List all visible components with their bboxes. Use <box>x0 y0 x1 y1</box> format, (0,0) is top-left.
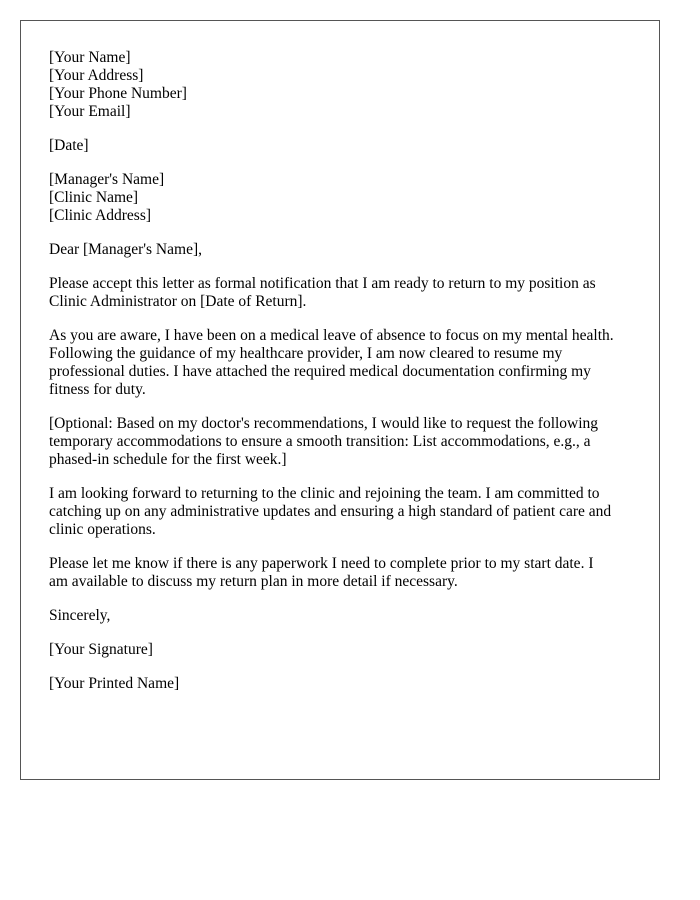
recipient-clinic-name: [Clinic Name] <box>49 189 139 206</box>
date-block <box>49 137 641 155</box>
sender-phone: [Your Phone Number] <box>49 85 187 102</box>
body-paragraph-4 <box>49 485 641 539</box>
closing <box>49 607 641 625</box>
closing-text: Sincerely, <box>49 607 111 624</box>
body-line: catching up on any administrative updates and ensuring a high standard of patient care and <box>49 503 612 520</box>
body-line: fitness for duty. <box>49 381 146 398</box>
body-line: temporary accommodations to ensure a smooth transition: List accommodations, e.g., a <box>49 433 591 450</box>
body-line: Please let me know if there is any paperwork I need to complete prior to my start date. I <box>49 555 594 572</box>
body-line: phased-in schedule for the first week.] <box>49 451 287 468</box>
body-line: As you are aware, I have been on a medical leave of absence to focus on my mental health. <box>49 327 614 344</box>
recipient-block <box>49 171 641 225</box>
body-paragraph-2 <box>49 327 641 399</box>
sender-address: [Your Address] <box>49 67 144 84</box>
letter-page <box>20 20 660 780</box>
recipient-clinic-address: [Clinic Address] <box>49 207 152 224</box>
body-paragraph-1 <box>49 275 641 311</box>
body-paragraph-5 <box>49 555 641 591</box>
body-line: clinic operations. <box>49 521 156 538</box>
body-line: professional duties. I have attached the required medical documentation confirming my <box>49 363 591 380</box>
body-line: Please accept this letter as formal notification that I am ready to return to my position as <box>49 275 596 292</box>
letter-date: [Date] <box>49 137 89 154</box>
sender-email: [Your Email] <box>49 103 131 120</box>
printed-name-text: [Your Printed Name] <box>49 675 180 692</box>
salutation <box>49 241 641 259</box>
signature <box>49 641 641 659</box>
body-line: [Optional: Based on my doctor's recommendations, I would like to request the following <box>49 415 599 432</box>
recipient-manager-name: [Manager's Name] <box>49 171 165 188</box>
printed-name <box>49 675 641 693</box>
body-line: I am looking forward to returning to the clinic and rejoining the team. I am committed to <box>49 485 600 502</box>
salutation-text: Dear [Manager's Name], <box>49 241 202 258</box>
body-paragraph-3 <box>49 415 641 469</box>
letter-content <box>49 49 641 709</box>
signature-text: [Your Signature] <box>49 641 153 658</box>
body-line: Clinic Administrator on [Date of Return]. <box>49 293 307 310</box>
body-line: am available to discuss my return plan in more detail if necessary. <box>49 573 458 590</box>
sender-block <box>49 49 641 121</box>
sender-name: [Your Name] <box>49 49 131 66</box>
body-line: Following the guidance of my healthcare provider, I am now cleared to resume my <box>49 345 563 362</box>
